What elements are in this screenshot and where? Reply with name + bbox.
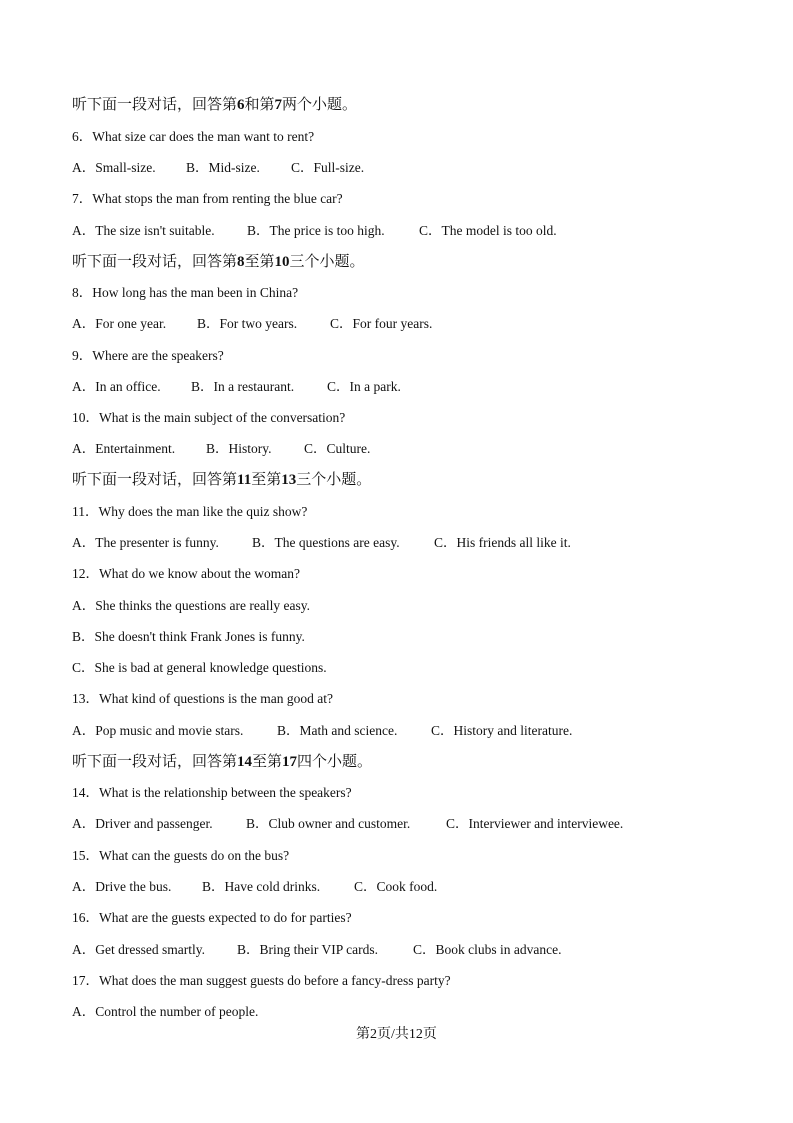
option-c[interactable]: C．Culture. [304, 441, 371, 456]
question-7: 7．What stops the man from renting the blue car? [72, 191, 343, 206]
option-b[interactable]: B．For two years. [197, 316, 298, 331]
options-10 [72, 439, 370, 459]
options-14 [72, 814, 623, 834]
question-10: 10．What is the main subject of the conversation? [72, 410, 346, 425]
option-a[interactable]: A．The size isn't suitable. [72, 223, 215, 238]
option-a[interactable]: A．Entertainment. [72, 441, 176, 456]
option-c[interactable]: C．The model is too old. [419, 223, 557, 238]
option-a[interactable]: A．Pop music and movie stars. [72, 723, 244, 738]
option-12-b[interactable]: B．She doesn't think Frank Jones is funny. [72, 629, 305, 644]
option-b[interactable]: B．History. [206, 441, 272, 456]
option-c[interactable]: C．Interviewer and interviewee. [446, 816, 624, 831]
option-12-c[interactable]: C．She is bad at general knowledge questions. [72, 660, 327, 675]
option-c[interactable]: C．Cook food. [354, 879, 438, 894]
question-11: 11．Why does the man like the quiz show? [72, 504, 308, 519]
options-11 [72, 533, 571, 553]
option-b[interactable]: B．Math and science. [277, 723, 398, 738]
options-16 [72, 940, 561, 960]
question-14: 14．What is the relationship between the speakers? [72, 785, 352, 800]
option-a[interactable]: A．Drive the bus. [72, 879, 172, 894]
question-15: 15．What can the guests do on the bus? [72, 848, 290, 863]
option-a[interactable]: A．The presenter is funny. [72, 535, 219, 550]
option-c[interactable]: C．History and literature. [431, 723, 573, 738]
section-heading: 听下面一段对话，回答第6和第7两个小题。 [72, 97, 358, 113]
question-6: 6．What size car does the man want to rent? [72, 129, 315, 144]
option-c[interactable]: C．In a park. [327, 379, 401, 394]
option-a[interactable]: A．In an office. [72, 379, 161, 394]
section-heading: 听下面一段对话，回答第14至第17四个小题。 [72, 754, 373, 770]
question-12: 12．What do we know about the woman? [72, 566, 300, 581]
options-8 [72, 314, 432, 334]
option-c[interactable]: C．Full-size. [291, 160, 365, 175]
options-13 [72, 721, 572, 741]
question-9: 9．Where are the speakers? [72, 348, 224, 363]
options-15 [72, 877, 437, 897]
section-heading: 听下面一段对话，回答第8至第10三个小题。 [72, 254, 365, 270]
option-a[interactable]: A．Small-size. [72, 160, 156, 175]
section-heading: 听下面一段对话，回答第11至第13三个小题。 [72, 472, 372, 488]
option-c[interactable]: C．His friends all like it. [434, 535, 571, 550]
options-6 [72, 158, 364, 178]
question-13: 13．What kind of questions is the man good at? [72, 691, 333, 706]
option-12-a[interactable]: A．She thinks the questions are really easy. [72, 598, 310, 613]
question-17: 17．What does the man suggest guests do before a fancy-dress party? [72, 973, 451, 988]
option-a[interactable]: A．For one year. [72, 316, 167, 331]
option-a[interactable]: A．Driver and passenger. [72, 816, 213, 831]
option-c[interactable]: C．Book clubs in advance. [413, 942, 562, 957]
option-c[interactable]: C．For four years. [330, 316, 433, 331]
question-16: 16．What are the guests expected to do for parties? [72, 910, 352, 925]
page-number-footer: 第2页/共12页 [356, 1027, 437, 1042]
option-b[interactable]: B．The price is too high. [247, 223, 385, 238]
option-b[interactable]: B．In a restaurant. [191, 379, 295, 394]
option-b[interactable]: B．Club owner and customer. [246, 816, 411, 831]
question-8: 8．How long has the man been in China? [72, 285, 299, 300]
option-a[interactable]: A．Get dressed smartly. [72, 942, 205, 957]
option-b[interactable]: B．Bring their VIP cards. [237, 942, 378, 957]
option-b[interactable]: B．Have cold drinks. [202, 879, 321, 894]
option-b[interactable]: B．Mid-size. [186, 160, 260, 175]
options-9 [72, 377, 401, 397]
options-7 [72, 221, 557, 241]
option-17-a[interactable]: A．Control the number of people. [72, 1004, 259, 1019]
option-b[interactable]: B．The questions are easy. [252, 535, 400, 550]
